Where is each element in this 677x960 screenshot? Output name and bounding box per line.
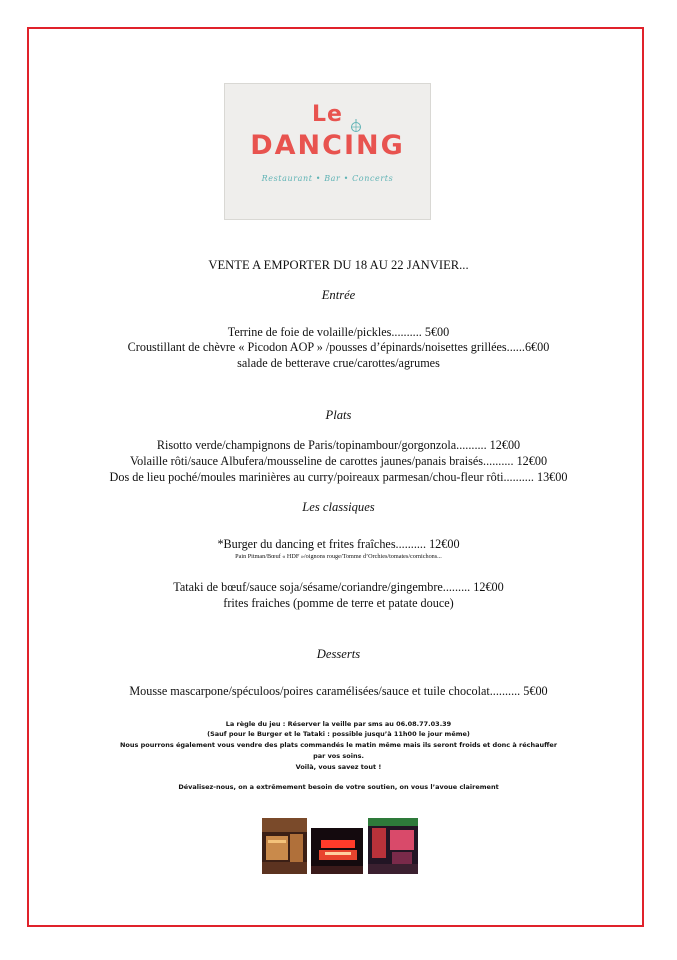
- page-title: VENTE A EMPORTER DU 18 AU 22 JANVIER...: [208, 258, 469, 272]
- menu-item: Dos de lieu poché/moules marinières au curry/poireaux parmesan/chou-fleur rôti.......... 13€00: [109, 470, 568, 484]
- rules-line: par vos soins.: [313, 752, 364, 760]
- restaurant-interior-photo: [262, 818, 307, 874]
- menu-item: Terrine de foie de volaille/pickles.......... 5€00: [227, 325, 450, 339]
- section-heading-classiques: Les classiques: [302, 500, 375, 514]
- logo-le: Le: [312, 102, 343, 127]
- section-heading-plats: Plats: [325, 408, 352, 422]
- closing-message: Dévalisez-nous, on a extrêmement besoin de votre soutien, on vous l’avoue clairement: [178, 783, 499, 791]
- menu-item: *Burger du dancing et frites fraîches.......... 12€00: [217, 537, 460, 551]
- bar-interior-photo: [368, 818, 418, 874]
- rules-line: Nous pourrons également vous vendre des plats commandés le matin même mais ils seront froids et donc à réchauffer: [119, 741, 558, 749]
- logo-name: DANCING: [250, 130, 405, 161]
- menu-item: Volaille rôti/sauce Albufera/mousseline de carottes jaunes/panais braisés.......... 12€00: [129, 454, 548, 468]
- neon-sign-photo: [311, 828, 363, 874]
- logo: [224, 83, 431, 220]
- rules-line: (Sauf pour le Burger et le Tataki : possible jusqu’à 11h00 le jour même): [207, 730, 470, 738]
- rules-line: La règle du jeu : Réserver la veille par sms au 06.08.77.03.39: [225, 720, 452, 728]
- menu-item: Tataki de bœuf/sauce soja/sésame/coriandre/gingembre......... 12€00: [173, 580, 504, 594]
- menu-item: Risotto verde/champignons de Paris/topinambour/gorgonzola.......... 12€00: [156, 438, 521, 452]
- logo-tagline: Restaurant • Bar • Concerts: [261, 174, 394, 183]
- menu-item-detail: frites fraiches (pomme de terre et patate douce): [223, 596, 454, 610]
- menu-item: Mousse mascarpone/spéculoos/poires caramélisées/sauce et tuile chocolat.......... 5€00: [129, 684, 548, 698]
- section-heading-desserts: Desserts: [316, 647, 361, 661]
- menu-item-detail: Pain Pitman/Bœuf « HDF »/oignons rouge/Tomme d’Orchies/tomates/cornichons...: [235, 553, 442, 560]
- rules-line: Voilà, vous savez tout !: [295, 763, 382, 771]
- menu-item: salade de betterave crue/carottes/agrumes: [237, 356, 440, 370]
- menu-item: Croustillant de chèvre « Picodon AOP » /pousses d’épinards/noisettes grillées......6€00: [127, 340, 550, 354]
- section-heading-entree: Entrée: [321, 288, 356, 302]
